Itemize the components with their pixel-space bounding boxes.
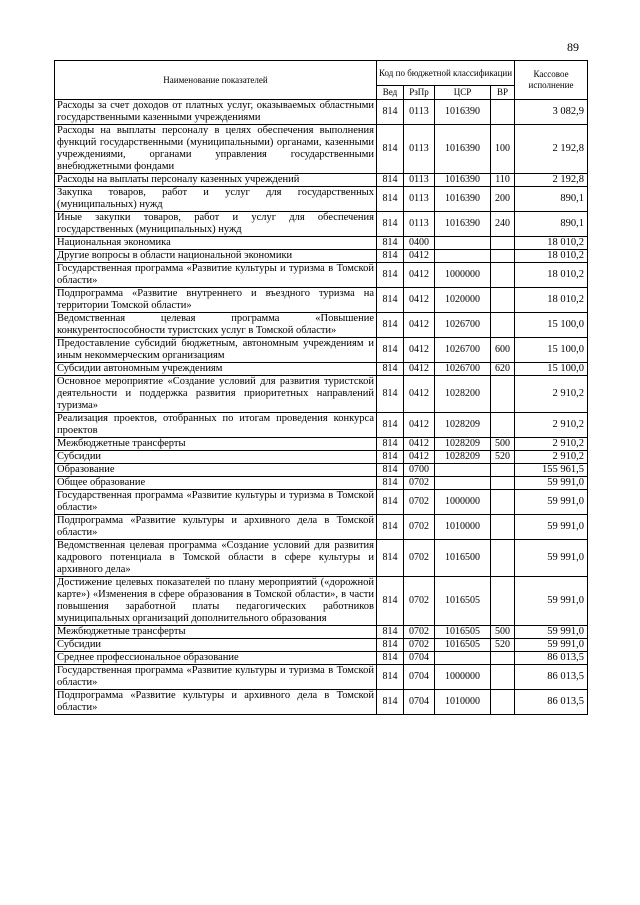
row-csr [435, 250, 491, 263]
row-ved: 814 [377, 174, 404, 187]
row-name: Закупка товаров, работ и услуг для государственных (муниципальных) нужд [55, 187, 377, 212]
row-sum: 890,1 [515, 187, 588, 212]
row-sum: 18 010,2 [515, 250, 588, 263]
row-sum: 86 013,5 [515, 690, 588, 715]
row-csr: 1016390 [435, 100, 491, 125]
row-rzpr: 0412 [404, 288, 435, 313]
row-csr: 1028209 [435, 438, 491, 451]
row-vr [491, 413, 515, 438]
row-ved: 814 [377, 577, 404, 626]
row-rzpr: 0113 [404, 212, 435, 237]
row-ved: 814 [377, 626, 404, 639]
header-ved: Вед [377, 86, 404, 100]
row-rzpr: 0700 [404, 464, 435, 477]
row-sum: 59 991,0 [515, 540, 588, 577]
row-sum: 2 192,8 [515, 125, 588, 174]
table-row [55, 477, 588, 490]
row-vr: 500 [491, 626, 515, 639]
row-ved: 814 [377, 212, 404, 237]
budget-execution-table [54, 60, 588, 715]
table-row [55, 288, 588, 313]
row-vr: 200 [491, 187, 515, 212]
row-csr: 1010000 [435, 690, 491, 715]
row-ved: 814 [377, 187, 404, 212]
row-ved: 814 [377, 652, 404, 665]
table-row [55, 451, 588, 464]
row-name: Государственная программа «Развитие культуры и туризма в Томской области» [55, 665, 377, 690]
row-sum: 2 910,2 [515, 438, 588, 451]
row-rzpr: 0704 [404, 690, 435, 715]
row-csr [435, 237, 491, 250]
row-rzpr: 0704 [404, 665, 435, 690]
row-ved: 814 [377, 125, 404, 174]
row-ved: 814 [377, 338, 404, 363]
row-name: Субсидии [55, 639, 377, 652]
row-vr [491, 100, 515, 125]
row-ved: 814 [377, 376, 404, 413]
row-name: Субсидии [55, 451, 377, 464]
row-name: Иные закупки товаров, работ и услуг для обеспечения государственных (муниципальных) нужд [55, 212, 377, 237]
row-vr: 110 [491, 174, 515, 187]
table-row [55, 639, 588, 652]
row-rzpr: 0702 [404, 639, 435, 652]
row-sum: 2 910,2 [515, 376, 588, 413]
row-ved: 814 [377, 690, 404, 715]
row-vr: 620 [491, 363, 515, 376]
row-name: Основное мероприятие «Создание условий для развития туристской деятельности и поддержка развития приоритетных направлений туризма» [55, 376, 377, 413]
row-sum: 59 991,0 [515, 639, 588, 652]
row-rzpr: 0702 [404, 515, 435, 540]
row-ved: 814 [377, 100, 404, 125]
row-rzpr: 0412 [404, 376, 435, 413]
row-name: Государственная программа «Развитие культуры и туризма в Томской области» [55, 263, 377, 288]
row-csr: 1028209 [435, 413, 491, 438]
row-rzpr: 0702 [404, 490, 435, 515]
row-rzpr: 0113 [404, 187, 435, 212]
row-vr: 500 [491, 438, 515, 451]
row-name: Субсидии автономным учреждениям [55, 363, 377, 376]
row-csr: 1016390 [435, 187, 491, 212]
row-name: Межбюджетные трансферты [55, 438, 377, 451]
row-csr [435, 652, 491, 665]
row-csr: 1020000 [435, 288, 491, 313]
table-row [55, 540, 588, 577]
row-csr: 1026700 [435, 338, 491, 363]
table-row [55, 690, 588, 715]
row-sum: 155 961,5 [515, 464, 588, 477]
row-sum: 18 010,2 [515, 263, 588, 288]
row-ved: 814 [377, 490, 404, 515]
row-ved: 814 [377, 413, 404, 438]
row-name: Расходы за счет доходов от платных услуг, оказываемых областными государственными казенными учреждениями [55, 100, 377, 125]
row-vr [491, 477, 515, 490]
row-vr [491, 313, 515, 338]
row-name: Подпрограмма «Развитие культуры и архивного дела в Томской области» [55, 515, 377, 540]
header-code-group: Код по бюджетной классификации [377, 61, 515, 86]
row-sum: 59 991,0 [515, 490, 588, 515]
row-vr: 520 [491, 639, 515, 652]
row-csr: 1028200 [435, 376, 491, 413]
table-row [55, 187, 588, 212]
row-name: Межбюджетные трансферты [55, 626, 377, 639]
row-name: Расходы на выплаты персоналу казенных учреждений [55, 174, 377, 187]
row-sum: 86 013,5 [515, 665, 588, 690]
row-csr: 1016390 [435, 125, 491, 174]
row-rzpr: 0113 [404, 174, 435, 187]
row-name: Подпрограмма «Развитие внутреннего и въездного туризма на территории Томской области» [55, 288, 377, 313]
row-csr: 1026700 [435, 313, 491, 338]
row-vr [491, 237, 515, 250]
table-row [55, 363, 588, 376]
row-rzpr: 0412 [404, 413, 435, 438]
row-csr: 1000000 [435, 263, 491, 288]
table-row [55, 652, 588, 665]
row-vr [491, 652, 515, 665]
header-vr: ВР [491, 86, 515, 100]
row-csr [435, 464, 491, 477]
row-sum: 15 100,0 [515, 363, 588, 376]
row-name: Реализация проектов, отобранных по итогам проведения конкурса проектов [55, 413, 377, 438]
row-ved: 814 [377, 464, 404, 477]
row-sum: 2 910,2 [515, 451, 588, 464]
row-name: Достижение целевых показателей по плану мероприятий («дорожной карте») «Изменения в сфере образования в Томской области», в части повышения заработной платы педагогических работников муниципальных организаций дополнительного образования [55, 577, 377, 626]
table-row [55, 665, 588, 690]
row-rzpr: 0412 [404, 451, 435, 464]
row-vr [491, 464, 515, 477]
row-sum: 15 100,0 [515, 313, 588, 338]
table-row [55, 174, 588, 187]
row-ved: 814 [377, 451, 404, 464]
row-vr: 240 [491, 212, 515, 237]
row-rzpr: 0704 [404, 652, 435, 665]
row-sum: 86 013,5 [515, 652, 588, 665]
row-ved: 814 [377, 363, 404, 376]
row-rzpr: 0113 [404, 125, 435, 174]
row-csr: 1010000 [435, 515, 491, 540]
row-rzpr: 0412 [404, 363, 435, 376]
row-sum: 59 991,0 [515, 477, 588, 490]
row-ved: 814 [377, 313, 404, 338]
table-row [55, 626, 588, 639]
row-rzpr: 0412 [404, 338, 435, 363]
row-vr [491, 288, 515, 313]
row-rzpr: 0702 [404, 477, 435, 490]
row-vr: 600 [491, 338, 515, 363]
row-rzpr: 0400 [404, 237, 435, 250]
row-vr [491, 490, 515, 515]
table-row [55, 490, 588, 515]
row-sum: 890,1 [515, 212, 588, 237]
row-sum: 2 192,8 [515, 174, 588, 187]
table-row [55, 263, 588, 288]
row-name: Среднее профессиональное образование [55, 652, 377, 665]
row-sum: 18 010,2 [515, 237, 588, 250]
row-ved: 814 [377, 438, 404, 451]
table-row [55, 237, 588, 250]
row-sum: 3 082,9 [515, 100, 588, 125]
row-name: Образование [55, 464, 377, 477]
row-vr: 100 [491, 125, 515, 174]
row-vr [491, 665, 515, 690]
row-csr: 1016390 [435, 212, 491, 237]
row-csr: 1016500 [435, 540, 491, 577]
row-sum: 59 991,0 [515, 626, 588, 639]
row-csr: 1000000 [435, 665, 491, 690]
row-name: Ведомственная целевая программа «Повышение конкурентоспособности туристских услуг в Томской области» [55, 313, 377, 338]
row-csr: 1026700 [435, 363, 491, 376]
row-rzpr: 0113 [404, 100, 435, 125]
row-sum: 59 991,0 [515, 515, 588, 540]
row-rzpr: 0702 [404, 626, 435, 639]
row-rzpr: 0412 [404, 438, 435, 451]
row-rzpr: 0702 [404, 540, 435, 577]
row-rzpr: 0702 [404, 577, 435, 626]
row-name: Ведомственная целевая программа «Создание условий для развития кадрового потенциала в Томской области в сфере культуры и архивного дела» [55, 540, 377, 577]
table-row [55, 438, 588, 451]
page-number: 89 [567, 40, 579, 54]
row-vr [491, 376, 515, 413]
row-csr: 1016505 [435, 639, 491, 652]
row-rzpr: 0412 [404, 250, 435, 263]
table-row [55, 100, 588, 125]
table-row [55, 250, 588, 263]
header-sum: Кассовое исполнение [515, 61, 588, 100]
row-ved: 814 [377, 639, 404, 652]
header-rzpr: РзПр [404, 86, 435, 100]
row-sum: 15 100,0 [515, 338, 588, 363]
row-sum: 2 910,2 [515, 413, 588, 438]
table-row [55, 212, 588, 237]
row-vr [491, 690, 515, 715]
row-vr [491, 263, 515, 288]
row-vr [491, 515, 515, 540]
row-name: Расходы на выплаты персоналу в целях обеспечения выполнения функций государственными (муниципальными) органами, казенными учреждениями, органами управления государственными внебюджетными фондами [55, 125, 377, 174]
table-row [55, 464, 588, 477]
row-csr: 1028209 [435, 451, 491, 464]
header-csr: ЦСР [435, 86, 491, 100]
table-row [55, 376, 588, 413]
row-name: Общее образование [55, 477, 377, 490]
table-body [55, 100, 588, 715]
row-ved: 814 [377, 288, 404, 313]
row-csr: 1016505 [435, 577, 491, 626]
row-vr [491, 250, 515, 263]
row-csr [435, 477, 491, 490]
row-sum: 18 010,2 [515, 288, 588, 313]
row-ved: 814 [377, 263, 404, 288]
row-rzpr: 0412 [404, 313, 435, 338]
row-rzpr: 0412 [404, 263, 435, 288]
row-name: Подпрограмма «Развитие культуры и архивного дела в Томской области» [55, 690, 377, 715]
row-ved: 814 [377, 250, 404, 263]
row-vr [491, 577, 515, 626]
table-row [55, 313, 588, 338]
table-row [55, 577, 588, 626]
row-name: Государственная программа «Развитие культуры и туризма в Томской области» [55, 490, 377, 515]
row-ved: 814 [377, 540, 404, 577]
row-ved: 814 [377, 237, 404, 250]
header-name: Наименование показателей [55, 61, 377, 100]
row-vr: 520 [491, 451, 515, 464]
row-csr: 1000000 [435, 490, 491, 515]
row-sum: 59 991,0 [515, 577, 588, 626]
row-ved: 814 [377, 477, 404, 490]
table-row [55, 338, 588, 363]
row-csr: 1016390 [435, 174, 491, 187]
row-name: Национальная экономика [55, 237, 377, 250]
table-row [55, 515, 588, 540]
row-ved: 814 [377, 515, 404, 540]
row-csr: 1016505 [435, 626, 491, 639]
row-vr [491, 540, 515, 577]
table-row [55, 125, 588, 174]
row-ved: 814 [377, 665, 404, 690]
table-row [55, 413, 588, 438]
row-name: Другие вопросы в области национальной экономики [55, 250, 377, 263]
row-name: Предоставление субсидий бюджетным, автономным учреждениям и иным некоммерческим организациям [55, 338, 377, 363]
